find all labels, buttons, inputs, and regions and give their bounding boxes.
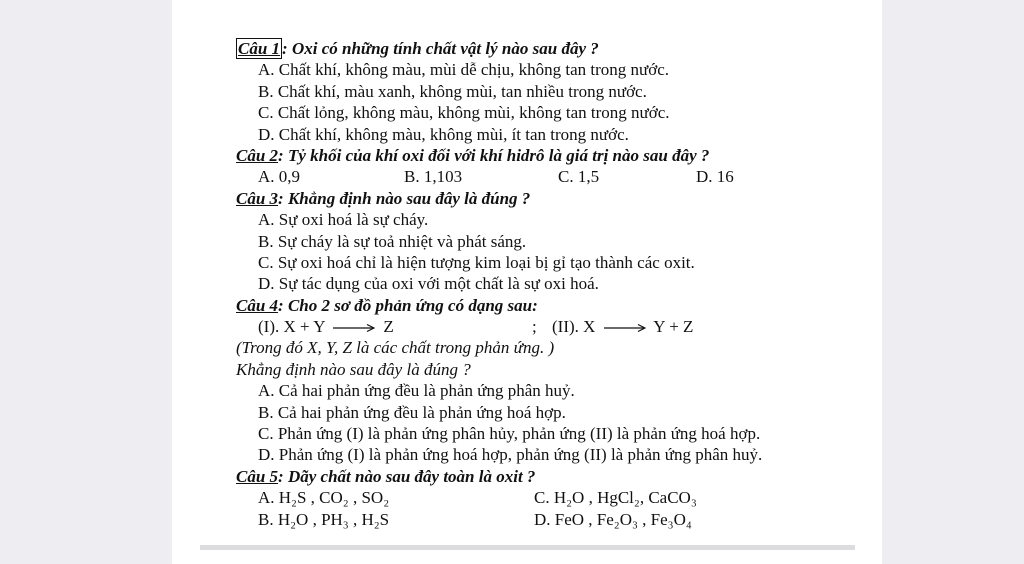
reaction-1-products: Z (383, 317, 394, 337)
page-bottom-divider (200, 545, 855, 550)
question-3-option-a: A. Sự oxi hoá là sự cháy. (258, 210, 429, 230)
question-2-text: : Tỷ khối của khí oxi đối với khí hidrô là giá trị nào sau đây ? (278, 145, 710, 165)
question-2-option-c: C. 1,5 (558, 167, 600, 187)
question-5-options-row-2 (236, 509, 836, 530)
reaction-2-products: Y + Z (653, 317, 694, 337)
question-5-options-row-1 (236, 487, 836, 508)
question-4-ask: Khẳng định nào sau đây là đúng ? (236, 359, 471, 379)
question-5-option-c: C. H₂O , HgCl₂, CaCO₃ (534, 488, 697, 508)
question-4-option-b: B. Cả hai phản ứng đều là phản ứng hoá hợp. (258, 402, 566, 422)
reaction-2 (552, 316, 693, 337)
question-1-option-d: D. Chất khí, không màu, không mùi, ít tan trong nước. (258, 124, 629, 144)
question-3-heading (236, 188, 836, 209)
question-4-label: Câu 4 (236, 295, 279, 315)
question-1-text: : Oxi có những tính chất vật lý nào sau đây ? (282, 39, 599, 58)
question-4-heading (236, 295, 836, 316)
question-5-text: : Dãy chất nào sau đây toàn là oxit ? (278, 466, 536, 486)
question-2-option-a: A. 0,9 (258, 167, 301, 187)
reaction-2-reactants: (II). X (552, 317, 596, 337)
question-1-option-c: C. Chất lỏng, không màu, không mùi, không tan trong nước. (258, 103, 670, 123)
question-2-heading (236, 145, 836, 166)
question-1-option-a: A. Chất khí, không màu, mùi dễ chịu, không tan trong nước. (258, 60, 670, 80)
reaction-1 (258, 316, 394, 337)
question-2-option-b: B. 1,103 (404, 167, 463, 187)
question-3-option-b: B. Sự cháy là sự toả nhiệt và phát sáng. (258, 231, 527, 251)
reaction-arrow-icon (604, 323, 646, 333)
question-2-option-d: D. 16 (696, 167, 734, 187)
question-1-label: Câu 1 (238, 39, 281, 58)
question-2-label: Câu 2 (236, 145, 279, 165)
question-5-option-a: A. H₂S , CO₂ , SO₂ (258, 488, 390, 508)
quiz-content (236, 38, 836, 530)
question-3-option-c: C. Sự oxi hoá chỉ là hiện tượng kim loại bị gỉ tạo thành các oxit. (258, 252, 695, 272)
question-5-heading (236, 466, 836, 487)
question-2-options-row (236, 166, 836, 187)
question-4-note: (Trong đó X, Y, Z là các chất trong phản ứng. ) (236, 338, 555, 358)
question-4-option-d: D. Phản ứng (I) là phản ứng hoá hợp, phản ứng (II) là phản ứng phân huỷ. (258, 445, 763, 465)
question-5-label: Câu 5 (236, 466, 279, 486)
question-4-option-c: C. Phản ứng (I) là phản ứng phân hủy, phản ứng (II) là phản ứng hoá hợp. (258, 424, 761, 444)
question-4-text: : Cho 2 sơ đồ phản ứng có dạng sau: (278, 295, 538, 315)
question-5-option-b: B. H₂O , PH₃ , H₂S (258, 509, 390, 529)
question-1-option-b: B. Chất khí, màu xanh, không mùi, tan nhiều trong nước. (258, 81, 647, 101)
question-3-label: Câu 3 (236, 188, 279, 208)
question-1-heading (236, 38, 836, 59)
reaction-arrow-icon (333, 323, 375, 333)
reaction-1-reactants: (I). X + Y (258, 317, 325, 337)
question-4-reaction-row (236, 316, 836, 337)
question-3-option-d: D. Sự tác dụng của oxi với một chất là sự oxi hoá. (258, 274, 599, 294)
reaction-separator: ; (532, 317, 537, 337)
question-4-option-a: A. Cả hai phản ứng đều là phản ứng phân huỷ. (258, 381, 575, 401)
question-3-text: : Khẳng định nào sau đây là đúng ? (278, 188, 531, 208)
question-5-option-d: D. FeO , Fe₂O₃ , Fe₃O₄ (534, 509, 692, 529)
